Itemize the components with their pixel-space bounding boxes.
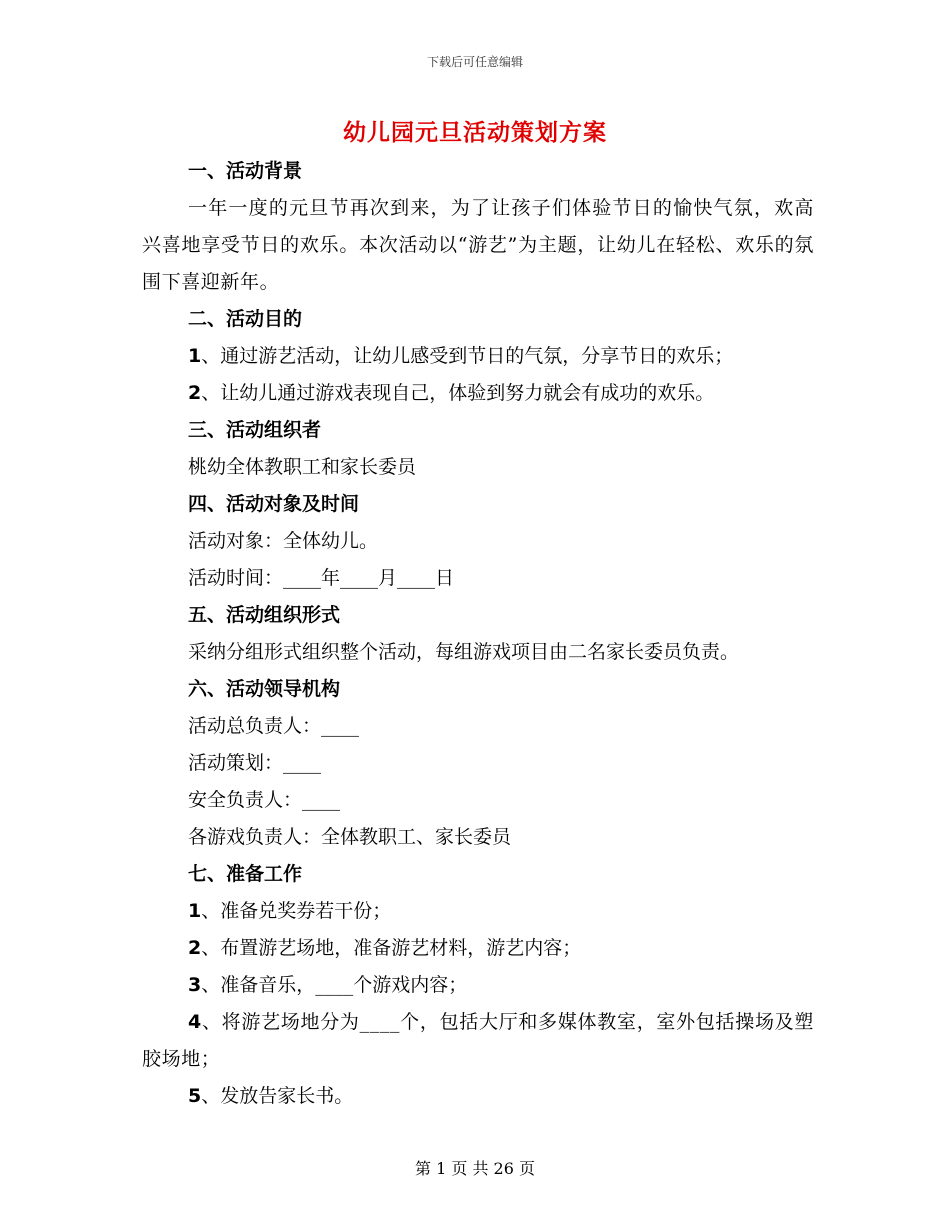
section-heading-4: 四、活动对象及时间 <box>188 493 360 515</box>
section-heading-5: 五、活动组织形式 <box>188 604 341 626</box>
list-item <box>142 1078 814 1115</box>
leader-line: 安全负责人：____ <box>188 789 341 811</box>
list-item <box>142 967 814 1004</box>
list-item <box>142 338 814 375</box>
list-item <box>142 893 814 930</box>
leader-line: 各游戏负责人：全体教职工、家长委员 <box>188 826 512 848</box>
list-text: 、将游艺场地分为____个，包括大厅和多媒体教室，室外包括操场及塑胶场地； <box>142 1011 814 1070</box>
list-text: 、让幼儿通过游戏表现自己，体验到努力就会有成功的欢乐。 <box>201 382 715 404</box>
list-text: 、通过游艺活动，让幼儿感受到节日的气氛，分享节日的欢乐； <box>201 345 734 367</box>
document-title: 幼儿园元旦活动策划方案 <box>343 119 607 146</box>
time-text: 活动时间：____年____月____日 <box>188 567 455 589</box>
form-text: 采纳分组形式组织整个活动，每组游戏项目由二名家长委员负责。 <box>188 641 740 663</box>
section-heading-7: 七、准备工作 <box>188 863 303 885</box>
organizer-text: 桃幼全体教职工和家长委员 <box>188 456 417 478</box>
list-item <box>142 1004 814 1078</box>
target-text: 活动对象：全体幼儿。 <box>188 530 379 552</box>
leader-line: 活动策划：____ <box>188 752 322 774</box>
page-footer: 第 1 页 共 26 页 <box>415 1159 535 1178</box>
list-number: 5 <box>188 1085 202 1107</box>
section-heading-1: 一、活动背景 <box>188 160 303 182</box>
page-header: 下载后可任意编辑 <box>426 55 523 69</box>
list-number: 4 <box>188 1011 202 1033</box>
list-number: 2 <box>188 382 202 404</box>
section-heading-2: 二、活动目的 <box>188 308 303 330</box>
list-text: 、准备音乐，____个游戏内容； <box>201 974 468 996</box>
section-heading-6: 六、活动领导机构 <box>188 678 341 700</box>
list-text: 、布置游艺场地，准备游艺材料，游艺内容； <box>201 937 582 959</box>
document-body <box>142 153 814 1115</box>
list-item <box>142 375 814 412</box>
list-number: 1 <box>188 345 202 367</box>
list-text: 、准备兑奖券若干份； <box>201 900 392 922</box>
list-number: 1 <box>188 900 202 922</box>
list-item <box>142 930 814 967</box>
list-number: 3 <box>188 974 202 996</box>
background-paragraph: 一年一度的元旦节再次到来，为了让孩子们体验节日的愉快气氛，欢高兴喜地享受节日的欢乐。本次活动以“游艺”为主题，让幼儿在轻松、欢乐的氛围下喜迎新年。 <box>142 197 814 293</box>
list-number: 2 <box>188 937 202 959</box>
section-heading-3: 三、活动组织者 <box>188 419 322 441</box>
leader-line: 活动总负责人：____ <box>188 715 360 737</box>
list-text: 、发放告家长书。 <box>201 1085 354 1107</box>
